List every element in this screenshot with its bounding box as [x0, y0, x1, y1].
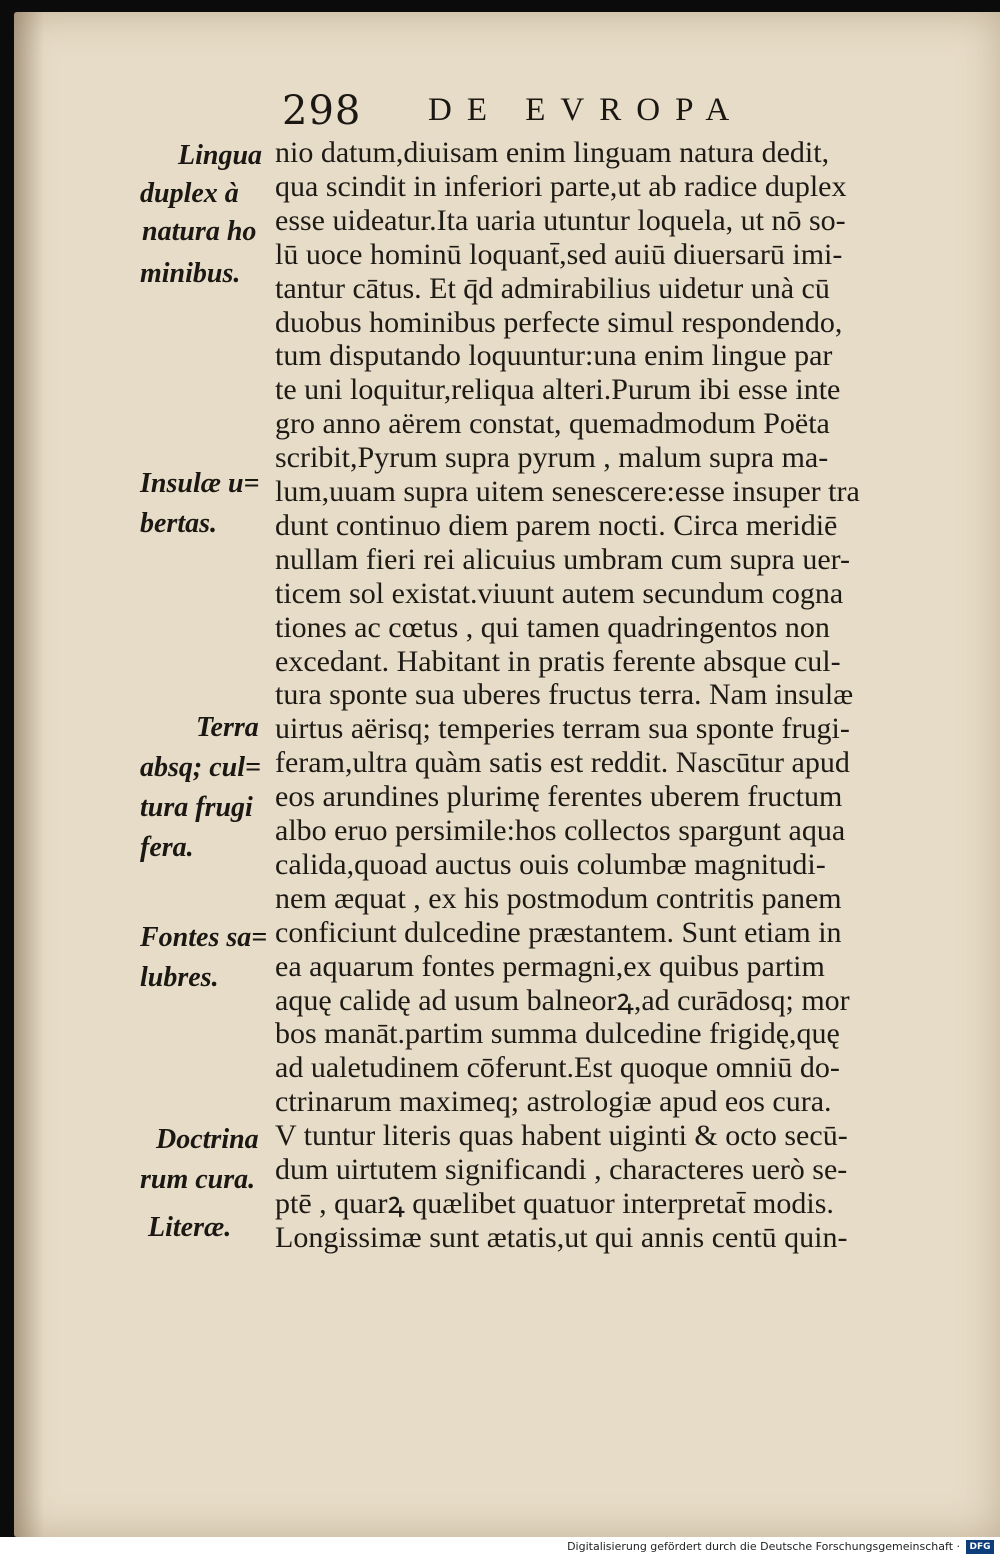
text-line: tiones ac cœtus , qui tamen quadringentos non	[275, 610, 830, 644]
marginal-note: tura frugi	[140, 792, 253, 823]
text-line: aquę calidę ad usum balneorꝝ,ad curādosq; mor	[275, 983, 850, 1017]
text-line: qua scindit in inferiori parte,ut ab radice duplex	[275, 169, 847, 203]
text-line: tantur cātus. Et q̄d admirabilius uidetur unà cū	[275, 271, 830, 305]
marginal-note: minibus.	[140, 258, 241, 289]
text-line: dunt continuo diem parem nocti. Circa meridiē	[275, 508, 838, 542]
marginal-note: Fontes sa=	[140, 922, 268, 953]
text-line: ea aquarum fontes permagni,ex quibus partim	[275, 949, 825, 983]
funding-credit: Digitalisierung gefördert durch die Deutsche Forschungsgemeinschaft ·	[567, 1540, 960, 1553]
marginal-note: duplex à	[140, 178, 239, 209]
text-line: eos arundines plurimę ferentes uberem fructum	[275, 780, 843, 814]
text-line: nio datum,diuisam enim linguam natura dedit,	[275, 136, 830, 169]
text-line: tum disputando loquuntur:una enim lingue par	[275, 339, 833, 373]
text-line: V tuntur literis quas habent uiginti & octo secū-	[275, 1119, 848, 1153]
text-line: ticem sol existat.viuunt autem secundum cogna	[275, 576, 844, 610]
marginal-note: absq; cul=	[140, 752, 261, 783]
page-number: 298	[282, 88, 362, 134]
text-line: ad ualetudinem cōferunt.Est quoque omniū do-	[275, 1051, 840, 1085]
text-line: albo eruo persimile:hos collectos spargunt aqua	[275, 814, 846, 847]
marginal-note: lubres.	[140, 962, 219, 993]
marginal-notes	[0, 0, 280, 1300]
text-line: bos manāt.partim summa dulcedine frigidę,quę	[275, 1017, 840, 1051]
text-line: te uni loquitur,reliqua alteri.Purum ibi esse inte	[275, 373, 841, 407]
marginal-note: Doctrina	[156, 1124, 259, 1155]
text-line: lum,uuam supra uitem senescere:esse insuper tra	[275, 475, 860, 508]
text-line: esse uideatur.Ita uaria utuntur loquela, ut nō so-	[275, 203, 846, 237]
text-line: ptē , quarꝝ quælibet quatuor interpretat̄ modis.	[275, 1186, 834, 1220]
running-title: DE EVROPA	[428, 92, 745, 128]
marginal-note: rum cura.	[140, 1164, 256, 1195]
footer-bar	[0, 1537, 1000, 1559]
marginal-note: natura ho	[142, 216, 257, 247]
text-line: conficiunt dulcedine præstantem. Sunt etiam in	[275, 915, 842, 949]
text-line: excedant. Habitant in pratis ferente absque cul-	[275, 644, 841, 678]
text-line: lū uoce hominū loquant̄,sed auiū diuersarū imi-	[275, 237, 843, 271]
marginal-note: Literæ.	[148, 1212, 232, 1243]
text-line: gro anno aërem constat, quemadmodum Poëta	[275, 407, 830, 441]
text-line: duobus hominibus perfecte simul respondendo,	[275, 305, 843, 339]
text-line: Longissimæ sunt ætatis,ut qui annis centū quin-	[275, 1220, 848, 1254]
marginal-note: Insulæ u=	[140, 468, 260, 499]
text-line: tura sponte sua uberes fructus terra. Nam insulæ	[275, 678, 854, 712]
text-line: uirtus aërisq; temperies terram sua sponte frugi-	[275, 712, 850, 746]
dfg-logo-icon: DFG	[966, 1540, 994, 1554]
marginal-note: fera.	[140, 832, 194, 863]
marginal-note: bertas.	[140, 508, 217, 539]
marginal-note: Terra	[196, 712, 259, 743]
text-line: nullam fieri rei alicuius umbram cum supra uer-	[275, 542, 851, 576]
marginal-note: Lingua	[178, 140, 263, 171]
text-line: feram,ultra quàm satis est reddit. Nascūtur apud	[275, 746, 850, 780]
text-line: dum uirtutem significandi , characteres uerò se-	[275, 1153, 848, 1186]
text-line: scribit,Pyrum supra pyrum , malum supra ma-	[275, 441, 829, 475]
text-line: nem æquat , ex his postmodum contritis panem	[275, 881, 842, 915]
text-line: calida,quoad auctus ouis columbæ magnitudi-	[275, 847, 826, 881]
text-line: ctrinarum maximeq; astrologiæ apud eos cura.	[275, 1085, 832, 1119]
